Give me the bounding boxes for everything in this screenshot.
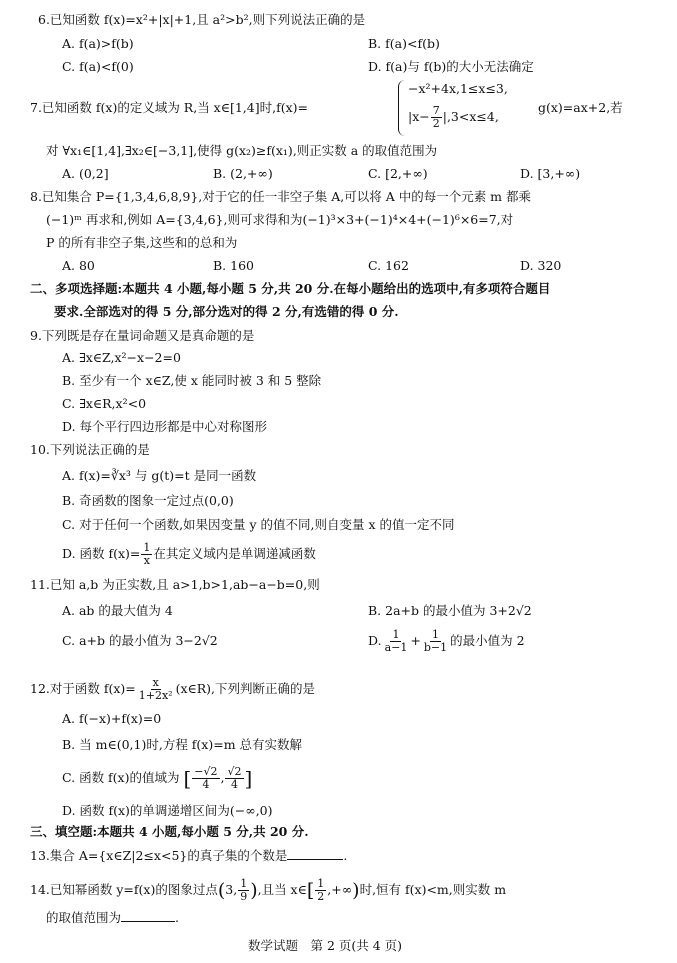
q8-option-c: C. 162 [368, 258, 409, 273]
q7-stem-a: 7.已知函数 f(x)的定义域为 R,当 x∈[1,4]时,f(x)= [30, 100, 308, 115]
q13-answer-blank[interactable] [287, 847, 343, 860]
piecewise-brace [398, 80, 405, 136]
q14-line-1: 14.已知幂函数 y=f(x)的图象过点(3, $\frac{1}{9}$ ),且当 x∈[ $\frac{1}{2}$ ,+∞)时,恒有 f(x)<m,则实数 m [30, 877, 507, 903]
q8-line-1: 8.已知集合 P={1,3,4,6,8,9},对于它的任一非空子集 A,可以将 A 中的每一个元素 m 都乘 [30, 189, 531, 204]
q8-option-b: B. 160 [213, 258, 254, 273]
section-3-heading: 三、填空题:本题共 4 小题,每小题 5 分,共 20 分. [30, 824, 309, 839]
q8-option-a: A. 80 [62, 258, 95, 273]
q10-stem: 10.下列说法正确的是 [30, 442, 150, 457]
q11-option-b: B. 2a+b 的最小值为 3+2√2 [368, 603, 532, 618]
q8-option-d: D. 320 [520, 258, 562, 273]
q10-option-b: B. 奇函数的图象一定过点(0,0) [62, 493, 234, 508]
q9-option-a: A. ∃x∈Z,x²−x−2=0 [62, 350, 181, 365]
q6-option-b: B. f(a)<f(b) [368, 36, 440, 51]
q9-option-c: C. ∃x∈R,x²<0 [62, 396, 147, 411]
q7-option-c: C. [2,+∞) [368, 166, 428, 181]
q8-line-3: P 的所有非空子集,这些和的总和为 [46, 235, 238, 250]
q6-option-c: C. f(a)<f(0) [62, 59, 134, 74]
q7-option-a: A. (0,2] [62, 166, 109, 181]
q7-stem-b: g(x)=ax+2,若 [538, 100, 623, 115]
q11-option-c: C. a+b 的最小值为 3−2√2 [62, 633, 218, 648]
q11-option-a: A. ab 的最大值为 4 [62, 603, 173, 618]
q6-stem: 6.已知函数 f(x)=x²+|x|+1,且 a²>b²,则下列说法正确的是 [38, 12, 366, 27]
q12-option-b: B. 当 m∈(0,1)时,方程 f(x)=m 总有实数解 [62, 737, 303, 752]
q10-option-d: D. 函数 f(x)= $\frac{1}{x}$ 在其定义域内是单调递减函数 [62, 541, 316, 567]
q8-line-2: (−1)ᵐ 再求和,例如 A={3,4,6},则可求得和为(−1)³×3+(−1)⁴×4+(−1)⁶×6=7,对 [46, 212, 514, 227]
q7-piece-1: −x²+4x,1≤x≤3, [408, 81, 508, 96]
q14-answer-blank[interactable] [121, 909, 175, 922]
q7-option-b: B. (2,+∞) [213, 166, 273, 181]
q12-option-c: C. 函数 f(x)的值域为 [ $\frac{-√2}{4}$ , $\frac{√2}{4}$ ] [62, 765, 253, 791]
q6-option-d: D. f(a)与 f(b)的大小无法确定 [368, 59, 534, 74]
q14-line-2: 的取值范围为 . [46, 910, 179, 925]
q9-stem: 9.下列既是存在量词命题又是真命题的是 [30, 328, 255, 343]
q9-option-d: D. 每个平行四边形都是中心对称图形 [62, 419, 268, 434]
q7-piece-2: |x− $\frac{7}{2}$ |,3<x≤4, [408, 104, 499, 130]
q11-stem: 11.已知 a,b 为正实数,且 a>1,b>1,ab−a−b=0,则 [30, 577, 320, 592]
q12-option-a: A. f(−x)+f(x)=0 [62, 711, 162, 726]
q13-stem: 13.集合 A={x∈Z|2≤x<5}的真子集的个数是 . [30, 848, 348, 863]
q7-stem-c: 对 ∀x₁∈[1,4],∃x₂∈[−3,1],使得 g(x₂)≥f(x₁),则正实数 a 的取值范围为 [46, 143, 438, 158]
q12-stem: 12.对于函数 f(x)= $\frac{x}{\text{1+2x²}}$ (x∈R),下列判断正确的是 [30, 676, 316, 702]
q10-option-c: C. 对于任何一个函数,如果因变量 y 的值不同,则自变量 x 的值一定不同 [62, 517, 455, 532]
q7-option-d: D. [3,+∞) [520, 166, 581, 181]
page-footer: 数学试题 第 2 页(共 4 页) [248, 938, 403, 953]
q9-option-b: B. 至少有一个 x∈Z,使 x 能同时被 3 和 5 整除 [62, 373, 322, 388]
q12-option-d: D. 函数 f(x)的单调递增区间为(−∞,0) [62, 803, 273, 818]
q11-option-d: D. $\frac{1}{a-1}$ + $\frac{1}{b-1}$ 的最小值为 2 [368, 628, 525, 654]
section-2-heading-line-1: 二、多项选择题:本题共 4 小题,每小题 5 分,共 20 分.在每小题给出的选项中,有多项符合题目 [30, 281, 551, 296]
q10-option-a: A. f(x)=∛x³ 与 g(t)=t 是同一函数 [62, 468, 257, 483]
q6-option-a: A. f(a)>f(b) [62, 36, 134, 51]
section-2-heading-line-2: 要求.全部选对的得 5 分,部分选对的得 2 分,有选错的得 0 分. [54, 304, 399, 319]
